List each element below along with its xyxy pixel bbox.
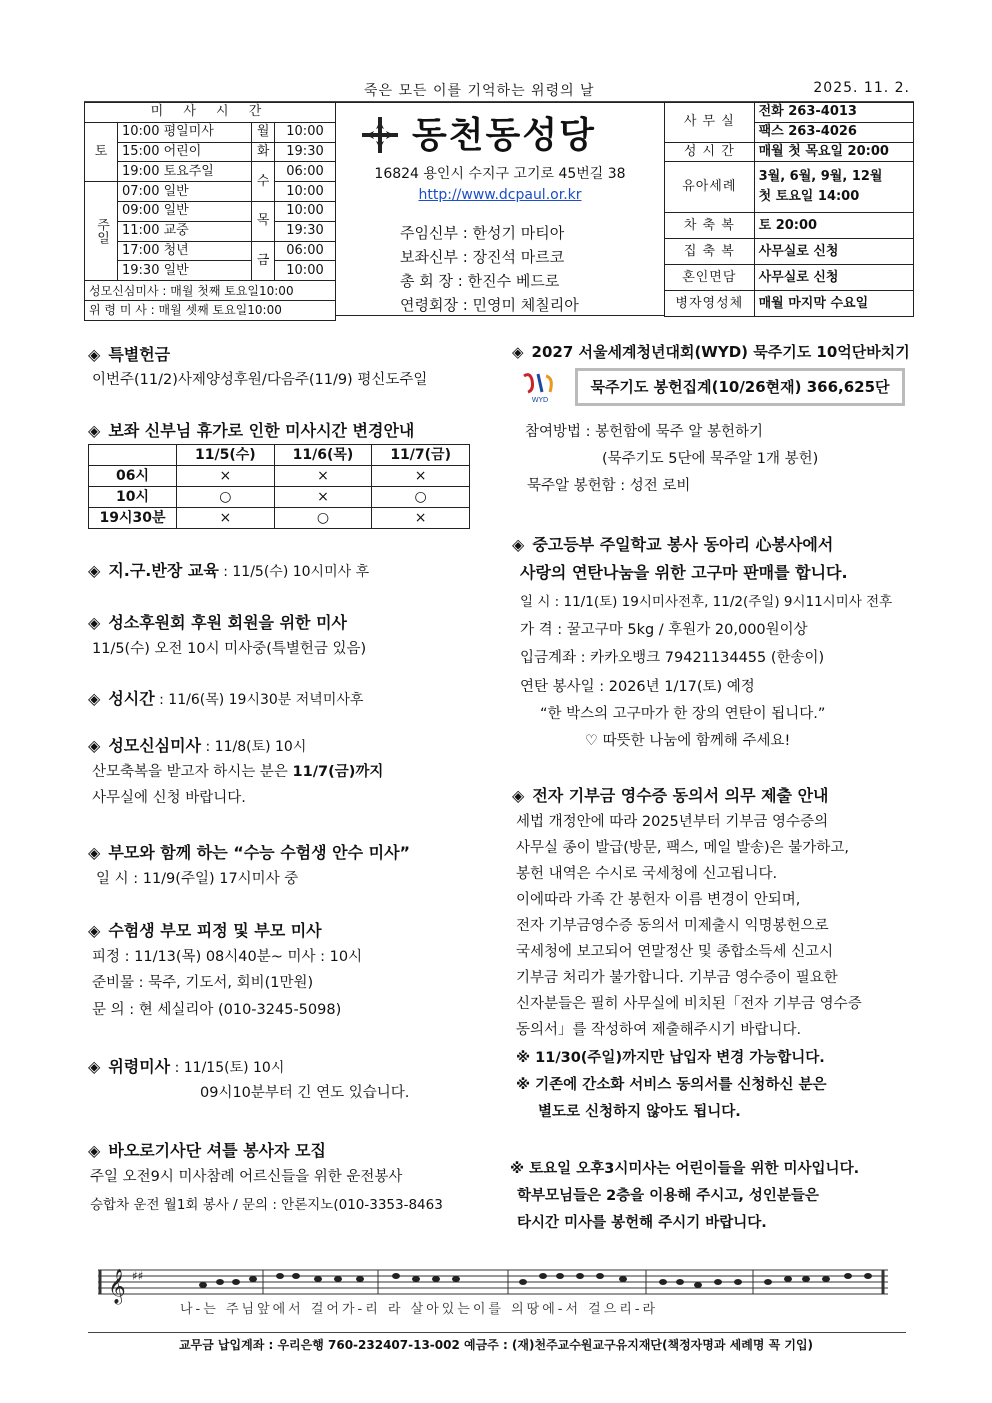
wyd-logo-icon bbox=[518, 370, 562, 410]
shuttle-volunteer-title: ◈ 바오로기사단 셔틀 봉사자 모집 bbox=[88, 1141, 326, 1160]
tax-note-2a: ※ 기존에 간소화 서비스 동의서를 신청하신 분은 bbox=[516, 1077, 827, 1093]
tax-line-9: 동의서」를 작성하여 제출해주시기 바랍니다. bbox=[516, 1022, 802, 1038]
tax-line-7: 기부금 처리가 불가합니다. 기부금 영수증이 필요한 bbox=[516, 970, 838, 986]
staff-funeral: 연령회장 : 민영미 체칠리아 bbox=[400, 296, 579, 314]
tax-line-1: 세법 개정안에 따라 2025년부터 기부금 영수증의 bbox=[516, 814, 829, 830]
office-info-table: 사 무 실 전화 263-4013 팩스 263-4026 성 시 간 매월 첫 목요일 20:00 유아세례 3월, 6월, 9월, 12월 첫 토요일 14:00 차 축 복 토 20:00 집 축 복 사무실로 신청 혼인면담 사무실로 신청 병자영성체 매월 마지막 수요일 bbox=[664, 102, 914, 317]
tax-line-5: 전자 기부금영수증 동의서 미제출시 익명봉헌으로 bbox=[516, 918, 829, 934]
key-signature-icon: ♯♯ bbox=[132, 1269, 144, 1283]
staff-pastor: 주임신부 : 한성기 마티아 bbox=[400, 224, 565, 242]
footer-divider bbox=[88, 1332, 906, 1333]
mass-row-8: 19:30 일반 bbox=[118, 261, 252, 281]
sweet-line-6: ♡ 따뜻한 나눔에 함께해 주세요! bbox=[585, 733, 791, 749]
parent-retreat-line-2: 준비물 : 묵주, 기도서, 회비(1만원) bbox=[92, 975, 314, 991]
sweet-line-5: “한 박스의 고구마가 한 장의 연탄이 됩니다.” bbox=[540, 706, 826, 722]
leader-education-title: ◈ 지.구.반장 교육 : 11/5(수) 10시미사 후 bbox=[88, 561, 370, 580]
sunday-label: 주일 bbox=[85, 182, 118, 281]
wyd-line-2: (묵주기도 5단에 묵주알 1개 봉헌) bbox=[602, 451, 819, 467]
bulletin-date: 2025. 11. 2. bbox=[813, 80, 910, 96]
kids-mass-note-3: 타시간 미사를 봉헌해 주시기 바랍니다. bbox=[517, 1215, 767, 1231]
mass-row-3: 19:00 토요주일 bbox=[118, 162, 252, 182]
sweet-line-2: 가 격 : 꿀고구마 5kg / 후원가 20,000원이상 bbox=[520, 622, 808, 638]
shuttle-line-2: 승합차 운전 월1회 봉사 / 문의 : 안론지노(010-3353-8463 bbox=[90, 1197, 443, 1213]
svg-text:WYD: WYD bbox=[531, 396, 549, 404]
parent-retreat-title: ◈ 수험생 부모 피정 및 부모 미사 bbox=[88, 921, 322, 940]
marian-mass-text-1: 산모축복을 받고자 하시는 분은 11/7(금)까지 bbox=[92, 764, 384, 780]
tax-line-6: 국세청에 보고되어 연말정산 및 종합소득세 신고시 bbox=[516, 944, 834, 960]
special-offering-text: 이번주(11/2)사제양성후원/다음주(11/9) 평신도주일 bbox=[92, 372, 428, 388]
song-lyrics: 나-는 주님앞에서 걸어가-리 라 살아있는이를 의땅에-서 걸으리-라 bbox=[180, 1302, 659, 1317]
parish-header bbox=[336, 102, 664, 316]
exam-mass-title: ◈ 부모와 함께 하는 “수능 수험생 안수 미사” bbox=[88, 843, 411, 862]
special-offering-title: ◈ 특별헌금 bbox=[88, 345, 171, 364]
staff-president: 총 회 장 : 한진수 베드로 bbox=[400, 272, 560, 290]
vocation-mass-text: 11/5(수) 오전 10시 미사중(특별헌금 있음) bbox=[92, 641, 367, 657]
sweet-potato-title-2: 사랑의 연탄나눔을 위한 고구마 판매를 합니다. bbox=[520, 563, 848, 582]
requiem-mass-note: 위 령 미 사 : 매월 셋째 토요일10:00 bbox=[85, 300, 336, 320]
tax-receipt-title: ◈ 전자 기부금 영수증 동의서 의무 제출 안내 bbox=[512, 786, 829, 805]
parish-website-link[interactable]: http://www.dcpaul.or.kr bbox=[418, 187, 582, 203]
wyd-line-3: 묵주알 봉헌함 : 성전 로비 bbox=[527, 478, 691, 494]
mass-row-7: 17:00 청년 bbox=[118, 241, 252, 261]
top-banner bbox=[84, 80, 914, 102]
schedule-change-table: 11/5(수) 11/6(목) 11/7(금) 06시 × × × 10시 ○ × ○ 19시30분 × ○ × bbox=[88, 444, 470, 529]
parish-staff-list bbox=[400, 221, 579, 317]
parish-address: 16824 용인시 수지구 고기로 45번길 38 bbox=[374, 166, 626, 182]
saturday-label: 토 bbox=[85, 122, 118, 181]
parent-retreat-line-3: 문 의 : 현 세실리아 (010-3245-5098) bbox=[92, 1002, 342, 1018]
sweet-potato-title: ◈ 중고등부 주일학교 봉사 동아리 心봉사에서 bbox=[512, 535, 834, 554]
footer-account-info: 교무금 납입계좌 : 우리은행 760-232407-13-002 예금주 : (재)천주교수원교구유지재단(책정자명과 세례명 꼭 기입) bbox=[178, 1338, 814, 1352]
marian-mass-text-2: 사무실에 신청 바랍니다. bbox=[92, 790, 246, 806]
mass-row-6: 11:00 교중 bbox=[118, 221, 252, 241]
wyd-line-1: 참여방법 : 봉헌함에 묵주 알 봉헌하기 bbox=[525, 424, 764, 440]
tax-note-1: ※ 11/30(주일)까지만 납입자 변경 가능합니다. bbox=[516, 1050, 825, 1066]
schedule-change-title: ◈ 보좌 신부님 휴가로 인한 미사시간 변경안내 bbox=[88, 421, 415, 440]
tax-line-3: 봉헌 내역은 수시로 국세청에 신고됩니다. bbox=[516, 866, 778, 882]
requiem-mass-title: ◈ 위령미사 : 11/15(토) 10시 bbox=[88, 1057, 285, 1076]
kids-mass-note-2: 학부모님들은 2층을 이용해 주시고, 성인분들은 bbox=[517, 1188, 819, 1204]
sweet-line-1: 일 시 : 11/1(토) 19시미사전후, 11/2(주일) 9시11시미사 전후 bbox=[520, 594, 893, 610]
tax-line-2: 사무실 종이 발급(방문, 팩스, 메일 발송)은 불가하고, bbox=[516, 840, 849, 856]
exam-mass-text: 일 시 : 11/9(주일) 17시미사 중 bbox=[96, 871, 299, 887]
sweet-line-4: 연탄 봉사일 : 2026년 1/17(토) 예정 bbox=[520, 679, 755, 695]
wyd-title: ◈ 2027 서울세계청년대회(WYD) 묵주기도 10억단바치기 bbox=[512, 343, 910, 361]
staff-assistant: 보좌신부 : 장진석 마르코 bbox=[400, 248, 565, 266]
tax-line-4: 이에따라 가족 간 봉헌자 이름 변경이 안되며, bbox=[516, 892, 801, 908]
mass-row-1: 10:00 평일미사 bbox=[118, 122, 252, 142]
mass-row-4: 07:00 일반 bbox=[118, 182, 252, 202]
requiem-mass-text: 09시10분부터 긴 연도 있습니다. bbox=[200, 1085, 410, 1101]
shuttle-line-1: 주일 오전9시 미사참례 어르신들을 위한 운전봉사 bbox=[90, 1169, 403, 1185]
mass-schedule-table: 미 사 시 간 토 10:00 평일미사 월 10:00 15:00 어린이 화 19:30 19:00 토요주일 수 06:00 주일 07:00 일반 10:00 09:00 일반 목 10:00 11:00 교중 19:30 17:00 청년 금 06:00 19:30 일반 10:00 성모신심미사 : 매월 첫째 토요일10:00 위 령 미 사 : 매월 셋째 토요일10:00 bbox=[84, 102, 336, 321]
mass-row-5: 09:00 일반 bbox=[118, 201, 252, 221]
cross-logo-icon bbox=[360, 115, 400, 155]
kids-mass-note-1: ※ 토요일 오후3시미사는 어린이들을 위한 미사입니다. bbox=[510, 1161, 860, 1177]
rosary-count-box: 묵주기도 봉헌집계(10/26현재) 366,625단 bbox=[575, 368, 905, 406]
sweet-line-3: 입금계좌 : 카카오뱅크 79421134455 (한송이) bbox=[520, 650, 825, 666]
mass-row-2: 15:00 어린이 bbox=[118, 142, 252, 162]
marian-mass-note: 성모신심미사 : 매월 첫째 토요일10:00 bbox=[85, 281, 336, 301]
vocation-mass-title: ◈ 성소후원회 후원 회원을 위한 미사 bbox=[88, 613, 347, 632]
treble-clef-icon: 𝄞 bbox=[108, 1269, 126, 1304]
parish-name: 동천동성당 bbox=[412, 115, 596, 156]
mass-table-title: 미 사 시 간 bbox=[85, 103, 336, 123]
marian-mass-title: ◈ 성모신심미사 : 11/8(토) 10시 bbox=[88, 736, 307, 755]
holy-hour-title: ◈ 성시간 : 11/6(목) 19시30분 저녁미사후 bbox=[88, 689, 364, 708]
tax-note-2b: 별도로 신청하지 않아도 됩니다. bbox=[538, 1104, 741, 1120]
bulletin-subtitle: 죽은 모든 이를 기억하는 위령의 날 bbox=[364, 83, 595, 99]
music-notes bbox=[199, 1273, 872, 1288]
parent-retreat-line-1: 피정 : 11/13(목) 08시40분~ 미사 : 10시 bbox=[92, 949, 363, 965]
tax-line-8: 신자분들은 필히 사무실에 비치된「전자 기부금 영수증 bbox=[516, 996, 862, 1012]
